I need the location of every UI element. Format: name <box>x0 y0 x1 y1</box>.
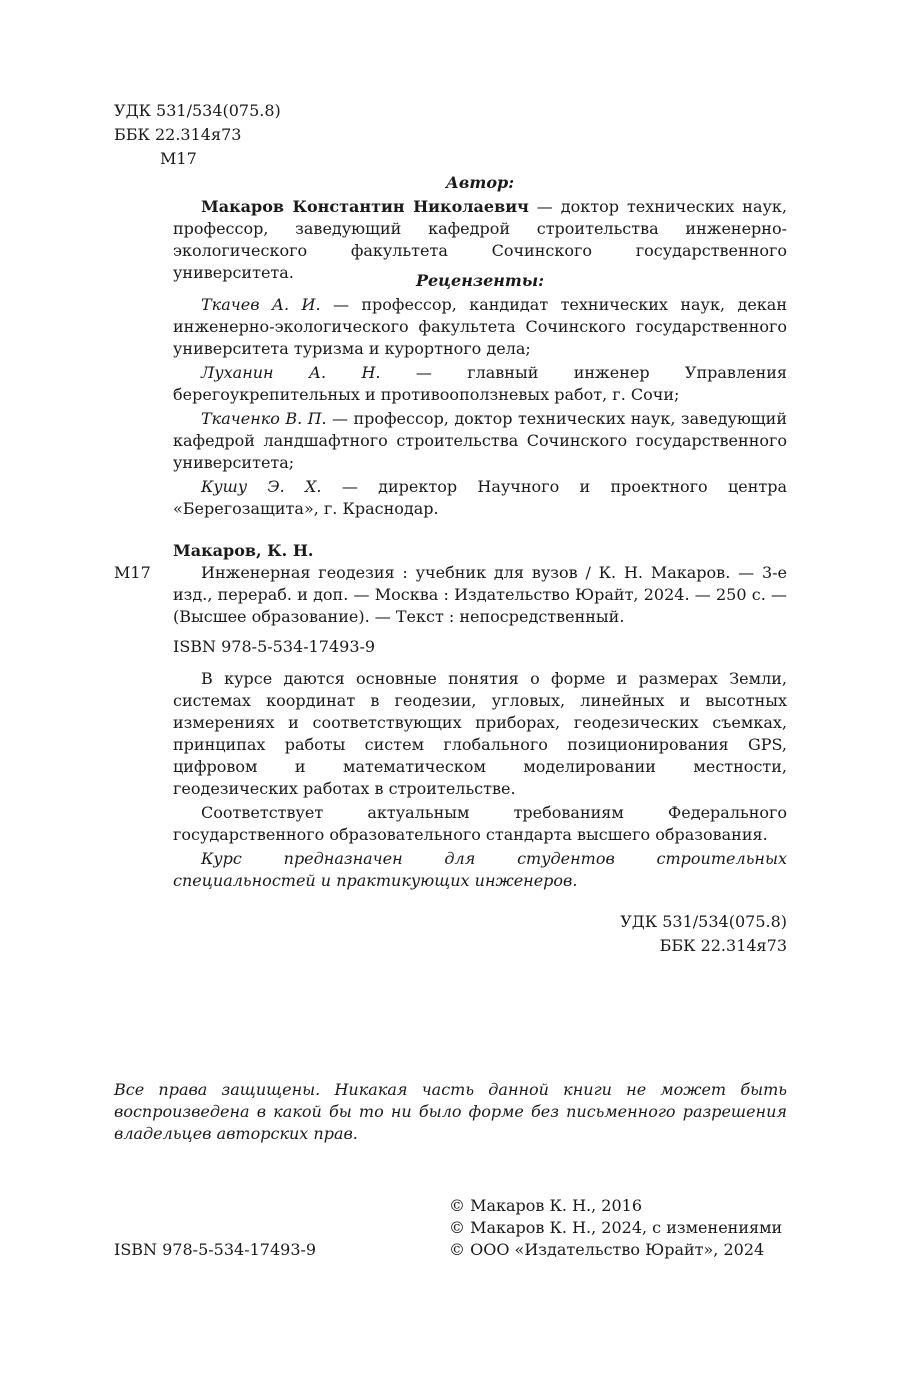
udk-code-right: УДК 531/534(075.8) <box>620 912 787 931</box>
reviewer-name: Ткачев А. И. <box>201 295 321 314</box>
reviewer-description: — директор Научного и проектного центра «Берегозащита», г. Краснодар. <box>173 477 788 518</box>
classification-codes <box>114 100 414 172</box>
biblio-isbn: ISBN 978-5-534-17493-9 <box>173 637 376 656</box>
reviewer-entry <box>173 294 787 360</box>
author-mark: М17 <box>160 149 197 168</box>
reviewer-description: — профессор, кандидат технических наук, декан инженерно-экологического факультета Сочинского государственного университета туризма и курортного дела; <box>173 295 787 358</box>
reviewers-heading: Рецензенты: <box>415 271 545 290</box>
udk-code: УДК 531/534(075.8) <box>114 101 281 120</box>
abstract <box>173 668 787 894</box>
isbn-bottom: ISBN 978-5-534-17493-9 <box>114 1240 317 1259</box>
copyright-list <box>449 1195 782 1261</box>
reviewer-entry <box>173 408 787 474</box>
reviewer-name: Кушу Э. Х. <box>201 477 322 496</box>
biblio-record-text: Инженерная геодезия : учебник для вузов / К. Н. Макаров. — 3-е изд., перераб. и доп. — Москва : Издательство Юрайт, 2024. — 250 с. — (Высшее образование). — Текст : непосредственный. <box>173 563 787 626</box>
classification-codes-right <box>620 911 787 959</box>
author-heading: Автор: <box>445 173 515 192</box>
reviewer-description: — главный инженер Управления берегоукрепительных и противооползневых работ, г. Сочи; <box>173 363 787 404</box>
copyright-line: © Макаров К. Н., 2016 <box>449 1196 642 1215</box>
bbk-code-right: ББК 22.314я73 <box>659 936 787 955</box>
abstract-paragraph: В курсе даются основные понятия о форме и размерах Земли, системах координат в геодезии, угловых, линейных и высотных измерениях и соответствующих приборах, геодезических съемках, принципах работы систем глобального позиционирования GPS, цифровом и математическом моделировании местности, геодезических работах в строительстве. <box>173 669 787 798</box>
abstract-paragraph: Соответствует актуальным требованиям Федерального государственного образовательного стандарта высшего образования. <box>173 803 787 844</box>
bbk-code: ББК 22.314я73 <box>114 125 242 144</box>
biblio-author: Макаров, К. Н. <box>173 541 314 560</box>
reviewer-entry <box>173 476 787 520</box>
reviewer-description: — профессор, доктор технических наук, заведующий кафедрой ландшафтного строительства Сочинского государственного университета; <box>173 409 787 472</box>
copyright-line: © ООО «Издательство Юрайт», 2024 <box>449 1240 765 1259</box>
abstract-paragraph-italic: Курс предназначен для студентов строительных специальностей и практикующих инженеров. <box>173 849 787 890</box>
reviewer-name: Ткаченко В. П. <box>201 409 327 428</box>
biblio-record <box>173 562 787 628</box>
reviewer-entry <box>173 362 787 406</box>
copyright-line: © Макаров К. Н., 2024, с изменениями <box>449 1218 783 1237</box>
author-description: — доктор технических наук, профессор, заведующий кафедрой строительства инженерно-экологического факультета Сочинского государственного университета. <box>173 197 788 282</box>
reviewer-name: Луханин А. Н. <box>201 363 381 382</box>
author-section <box>173 172 787 286</box>
author-name: Макаров Константин Николаевич <box>201 197 529 216</box>
reviewers-section <box>173 270 787 522</box>
biblio-mark: М17 <box>114 563 151 582</box>
rights-notice: Все права защищены. Никакая часть данной книги не может быть воспроизведена в какой бы то ни было форме без письменного разрешения владельцев авторских прав. <box>114 1080 787 1143</box>
